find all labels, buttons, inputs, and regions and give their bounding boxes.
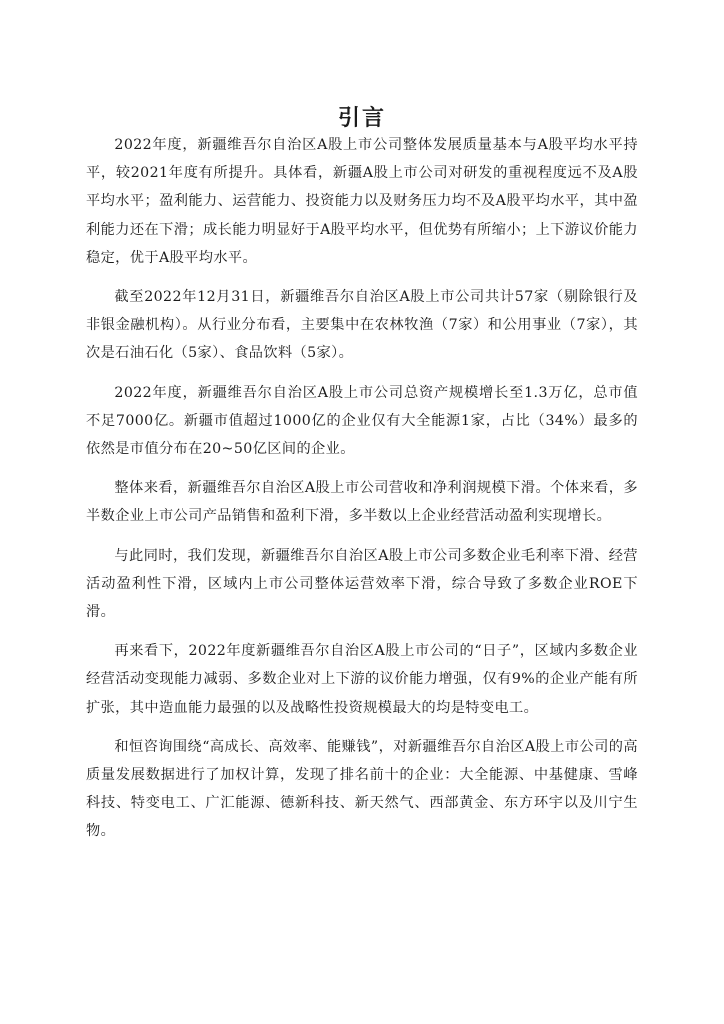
paragraph-3: 2022年度，新疆维吾尔自治区A股上市公司总资产规模增长至1.3万亿，总市值不足7000亿。新疆市值超过1000亿的企业仅有大全能源1家，占比（34%）最多的依然是市值分布在20~50亿区间的企业。 [86,384,638,458]
document-body [86,131,638,857]
paragraph-2: 截至2022年12月31日，新疆维吾尔自治区A股上市公司共计57家（剔除银行及非银金融机构）。从行业分布看，主要集中在农林牧渔（7家）和公用事业（7家），其次是石油石化（5家）、食品饮料（5家）。 [86,289,638,362]
paragraph-6: 再来看下，2022年度新疆维吾尔自治区A股上市公司的“日子”，区域内多数企业经营活动变现能力减弱、多数企业对上下游的议价能力增强，仅有9%的企业产能有所扩张，其中造血能力最强的以及战略性投资规模最大的均是特变电工。 [86,643,638,716]
paragraph-1: 2022年度，新疆维吾尔自治区A股上市公司整体发展质量基本与A股平均水平持平，较2021年度有所提升。具体看，新疆A股上市公司对研发的重视程度远不及A股平均水平；盈利能力、运营能力、投资能力以及财务压力均不及A股平均水平，其中盈利能力还在下滑；成长能力明显好于A股平均水平，但优势有所缩小；上下游议价能力稳定，优于A股平均水平。 [86,137,638,266]
paragraph-4: 整体来看，新疆维吾尔自治区A股上市公司营收和净利润规模下滑。个体来看，多半数企业上市公司产品销售和盈利下滑，多半数以上企业经营活动盈利实现增长。 [86,480,638,525]
paragraph-5: 与此同时，我们发现，新疆维吾尔自治区A股上市公司多数企业毛利率下滑、经营活动盈利性下滑，区域内上市公司整体运营效率下滑，综合导致了多数企业ROE下滑。 [86,547,638,621]
page-title: 引言 [337,105,386,131]
paragraph-7: 和恒咨询围绕“高成长、高效率、能赚钱”，对新疆维吾尔自治区A股上市公司的高质量发展数据进行了加权计算，发现了排名前十的企业：大全能源、中基健康、雪峰科技、特变电工、广汇能源、德新科技、新天然气、西部黄金、东方环宇以及川宁生物。 [86,738,638,840]
